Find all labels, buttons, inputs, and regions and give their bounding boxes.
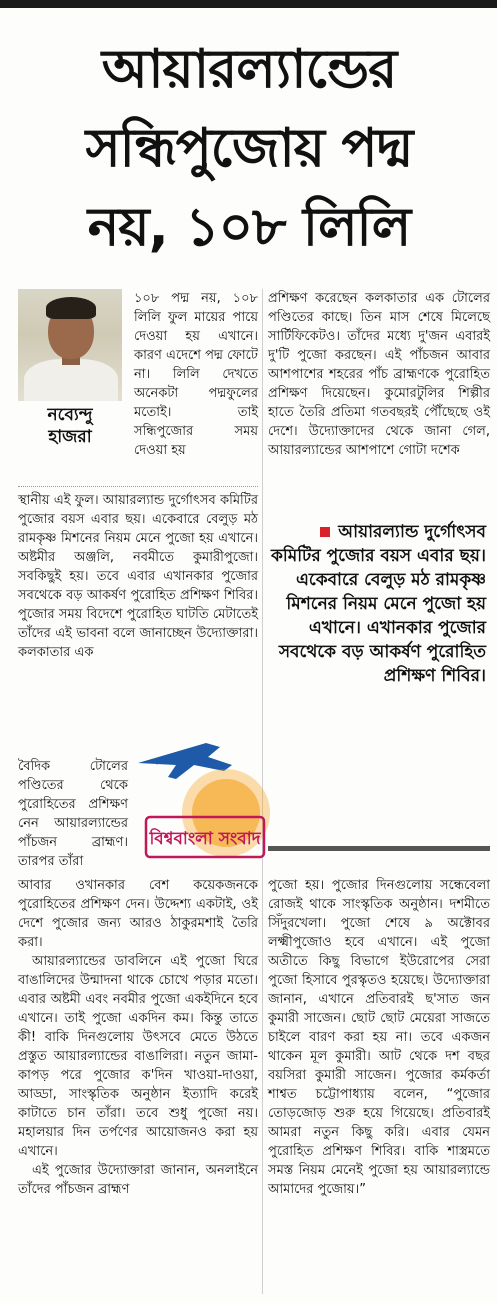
right-paragraph-1: প্রশিক্ষণ করেছেন কলকাতার এক টোলের পণ্ডিতের কাছে। তিন মাস শেষে মিলেছে সার্টিফিকেটও। তাঁদের মধ্যে দু'জন এবারই দু'টি পুজো করছেন। এই পাঁচজন আবার আশপাশের শহরের পাঁচ ব্রাহ্মণকে পুরোহিত প্রশিক্ষণ দিয়েছেন। কুমোরটুলির শিল্পীর হাতে তৈরি প্রতিমা গতবছরই পৌঁছেছে ওই দেশে। উদ্যোক্তাদের থেকে জানা গেল, আয়ারল্যান্ডের আশপাশে গোটা দশেক — [268, 291, 490, 458]
pull-quote: আয়ারল্যান্ড দুর্গোৎসব কমিটির পুজোর বয়স এবার ছয়। একেবারে বেলুড় মঠ রামকৃষ্ণ মিশনের নিয়ম মেনে পুজো হয় এখানে। এখানকার পুজোর সবথেকে বড় আকর্ষণ পুরোহিত প্রশিক্ষণ শিবির। — [271, 522, 486, 686]
headline-line-3: নয়, ১০৮ লিলি — [87, 197, 411, 258]
byline-last-name: হাজরা — [48, 427, 92, 447]
headline — [6, 30, 492, 267]
byline — [18, 404, 122, 448]
pull-quote-marker — [320, 527, 330, 537]
dotted-separator — [18, 486, 258, 487]
quote-rule — [268, 846, 490, 851]
byline-first-name: নব্যেন্দু — [47, 405, 93, 425]
left-paragraph-2: স্থানীয় এই ফুল। আয়ারল্যান্ড দুর্গোৎসব কমিটির পুজোর বয়স এবার ছয়। একেবারে বেলুড় মঠ রামকৃষ্ণ মিশনের নিয়ম মেনে পুজো হয় এখানে। অষ্টমীর অঞ্জলি, নবমীতে কুমারীপুজো। সবকিছুই হয়। তবে এবার এখানকার পুজোর সবথেকে বড় আকর্ষণ পুরোহিত প্রশিক্ষণ শিবির। পুজোর সময় বিদেশে পুরোহিত ঘাটতি মেটাতেই তাঁদের এই ভাবনা বলে জানাচ্ছেন উদ্যোক্তারা। কলকাতার এক — [18, 493, 258, 660]
logo-text: বিশ্ববাংলা সংবাদ — [149, 829, 261, 849]
right-paragraph-2: পুজো হয়। পুজোর দিনগুলোয় সন্ধেবেলা রোজই থাকে সাংস্কৃতিক অনুষ্ঠান। দশমীতে সিঁদুরখেলা। পুজো শেষে ৯ অক্টোবর লক্ষ্মীপুজোও হবে এখানে। এই পুজো অতীতে কিছু বিভাগে ইউরোপের সেরা পুজো হিসাবে পুরস্কৃতও হয়েছে। উদ্যোক্তারা জানান, এখানে প্রতিবারই ছ'সাত জন কুমারী সাজেন। ছোট ছোট মেয়েরা সাজতে চাইলে বারণ করা হয় না। তবে একজন থাকেন মূল কুমারী। আট থেকে দশ বছর বয়সিরা কুমারী সাজেন। পুজোর কর্মকর্তা শাশ্বত চট্টোপাধ্যায় বলেন, “পুজোর তোড়জোড় শুরু হয়ে গিয়েছে। প্রতিবারই আমরা নতুন কিছু করি। এবার যেমন পুরোহিত প্রশিক্ষণ শিবির। বাকি শাস্ত্রমতে সমস্ত নিয়ম মেনেই পুজো হয় আয়ারল্যান্ডে আমাদের পুজোয়।” — [268, 878, 490, 1197]
top-rule — [0, 0, 497, 8]
bishwa-bangla-logo — [136, 735, 276, 870]
left-paragraph-beside-logo: বৈদিক টোলের পণ্ডিতের থেকে পুরোহিতের প্রশিক্ষণ নেন আয়ারল্যান্ডের পাঁচজন ব্রাহ্মণ। তারপর তাঁরা — [18, 759, 128, 869]
intro-paragraph: ১০৮ পদ্ম নয়, ১০৮ লিলি ফুল মায়ের পায়ে দেওয়া হয় এখানে। কারণ এদেশে পদ্ম ফোটে না। লিলি দেখতে অনেকটা পদ্মফুলের মতোই। তাই সন্ধিপুজোর সময় দেওয়া হয় — [134, 291, 258, 458]
headline-line-1: আয়ারল্যান্ডের — [101, 39, 397, 100]
author-photo — [18, 289, 122, 401]
left-paragraph-3: আবার ওখানকার বেশ কয়েকজনকে পুরোহিতের প্রশিক্ষণ দেন। উদ্দেশ্য একটাই, ওই দেশে পুজোর জন্য আরও ঠাকুরমশাই তৈরি করা। আয়ারল্যান্ডের ডাবলিনে এই পুজো ঘিরে বাঙালিদের উন্মাদনা থাকে চোখে পড়ার মতো। এবার অষ্টমী এবং নবমীর পুজো একইদিনে হবে এখানে। তাই পুজো একদিন কম। কিন্তু তাতে কী! বাকি দিনগুলোয় উৎসবে মেতে উঠতে প্রস্তুত আয়ারল্যান্ডের বাঙালিরা। নতুন জামা-কাপড় পরে পুজোর ক'দিন খাওয়া-দাওয়া, আড্ডা, সাংস্কৃতিক অনুষ্ঠান ইত্যাদি করেই কাটাতে চান তাঁরা। তবে শুধু পুজো নয়। মহালয়ার দিন তর্পণের আয়োজনও করা হয় এখানে। এই পুজোর উদ্যোক্তারা জানান, অনলাইনে তাঁদের পাঁচজন ব্রাহ্মণ — [18, 878, 258, 1197]
headline-line-2: সন্ধিপুজোয় পদ্ম — [85, 118, 413, 179]
